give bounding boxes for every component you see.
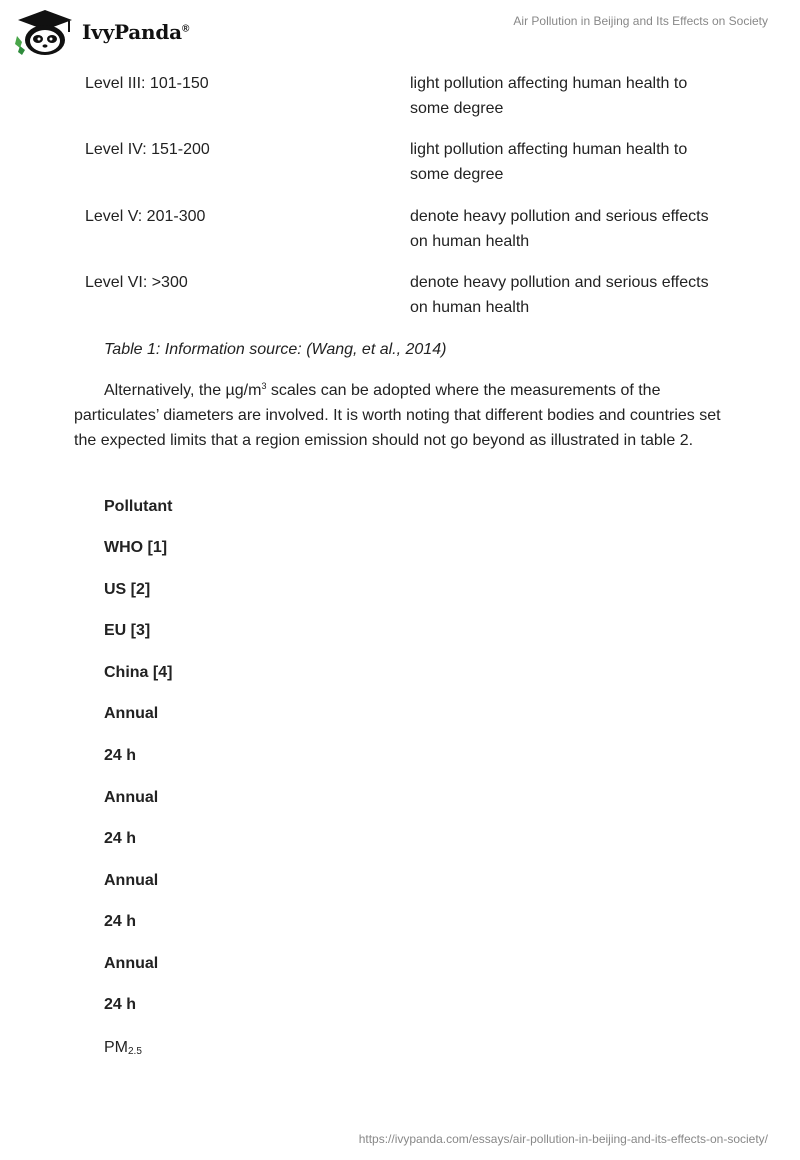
panda-graduate-icon xyxy=(14,8,76,56)
table2-subheader: Annual xyxy=(104,872,159,889)
table2-subheader: Annual xyxy=(104,955,159,972)
table2-header-pollutant: Pollutant xyxy=(104,498,173,515)
page-header xyxy=(0,0,800,64)
table2-subheader: 24 h xyxy=(104,913,137,930)
table2-header-who: WHO [1] xyxy=(104,539,168,556)
level-cell: Level V: 201-300 xyxy=(85,208,206,225)
table2-subheader: Annual xyxy=(104,789,159,806)
source-url[interactable]: https://ivypanda.com/essays/air-pollution-in-beijing-and-its-effects-on-society/ xyxy=(358,1132,768,1146)
registered-mark: ® xyxy=(181,23,190,35)
table-caption: Table 1: Information source: (Wang, et al., 2014) xyxy=(104,341,447,358)
level-cell: Level IV: 151-200 xyxy=(85,141,210,158)
table2-header-eu: EU [3] xyxy=(104,622,151,639)
body-paragraph: Alternatively, the $\mu g/m^3$ scales can be adopted where the measurements of the particulates’ diameters are involved. It is worth noting that different bodies and countries set the expected limits that a region emission should not go beyond as illustrated in table 2. xyxy=(74,381,721,449)
table2-pollutant-pm25: $PM_{2.5}$ xyxy=(104,1039,142,1057)
description-cell: light pollution affecting human health to some degree xyxy=(410,75,688,117)
description-cell: denote heavy pollution and serious effects on human health xyxy=(410,208,709,250)
table2-header-us: US [2] xyxy=(104,581,151,598)
table2-subheader: 24 h xyxy=(104,996,137,1013)
logo[interactable] xyxy=(14,8,189,56)
table2-header-china: China [4] xyxy=(104,664,173,681)
description-cell: light pollution affecting human health to some degree xyxy=(410,141,688,183)
table2-subheader: Annual xyxy=(104,705,159,722)
level-cell: Level VI: >300 xyxy=(85,274,188,291)
document-title: Air Pollution in Beijing and Its Effects on Society xyxy=(513,14,768,28)
logo-text: IvyPanda® xyxy=(82,20,190,44)
table2-subheader: 24 h xyxy=(104,747,137,764)
description-cell: denote heavy pollution and serious effects on human health xyxy=(410,274,709,316)
table2-subheader: 24 h xyxy=(104,830,137,847)
level-cell: Level III: 101-150 xyxy=(85,75,209,92)
